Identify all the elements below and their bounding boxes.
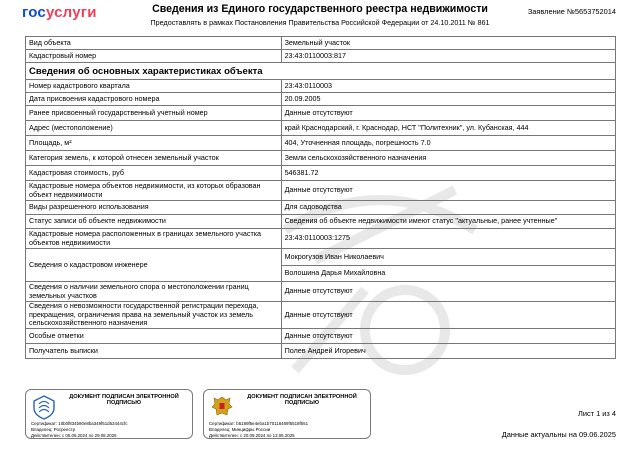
stamp-title: ДОКУМЕНТ ПОДПИСАН ЭЛЕКТРОННОЙ ПОДПИСЬЮ [247, 394, 357, 407]
gosuslugi-logo: госуслуги [22, 4, 97, 21]
coat-of-arms-icon [209, 394, 235, 420]
document-subtitle: Предоставлять в рамках Постановления Правительства Российской Федерации от 24.10.2011 № 861 [150, 18, 490, 27]
stamp-title: ДОКУМЕНТ ПОДПИСАН ЭЛЕКТРОННОЙ ПОДПИСЬЮ [69, 394, 179, 407]
table-row [26, 329, 616, 344]
table-row [26, 201, 616, 215]
stamp-certificate: Сертификат: b5189f5e4eba1b70116469f5519f551 [209, 421, 309, 426]
row-value: Данные отсутствуют [282, 106, 616, 120]
row-label: Сведения о наличии земельного спора о местоположении границ земельных участков [26, 282, 282, 301]
row-label: Площадь, м² [26, 136, 282, 150]
row-value: 23:43:0110003 [282, 80, 616, 92]
engineer-row [26, 249, 616, 282]
row-label: Кадастровый номер [26, 50, 282, 62]
row-value: Данные отсутствуют [282, 181, 616, 200]
table-row [26, 93, 616, 106]
engineer-list [282, 249, 616, 281]
row-label: Кадастровые номера объектов недвижимости, из которых образован объект недвижимости [26, 181, 282, 200]
row-label: Категория земель, к которой отнесен земельный участок [26, 151, 282, 165]
engineer-name: Мокрогузов Иван Николаевич [284, 251, 384, 261]
table-row [26, 80, 616, 93]
row-label: Адрес (местоположение) [26, 121, 282, 135]
page-indicator: Лист 1 из 4 [578, 409, 616, 418]
row-value: Земли сельскохозяйственного назначения [282, 151, 616, 165]
section-title: Сведения об основных характеристиках объекта [26, 63, 616, 79]
row-value: 404, Уточненная площадь, погрешность 7.0 [282, 136, 616, 150]
property-table [25, 36, 616, 359]
document-title: Сведения из Единого государственного реестра недвижимости [152, 3, 488, 15]
table-row [26, 229, 616, 249]
row-value: Данные отсутствуют [282, 329, 616, 343]
table-row [26, 151, 616, 166]
row-label: Сведения о невозможности государственной регистрации перехода, прекращения, ограничения права на земельный участок из земель сельскохозяйственного назначения [26, 302, 282, 328]
row-value: 23:43:0110003:1275 [282, 229, 616, 248]
row-label: Кадастровая стоимость, руб [26, 166, 282, 180]
row-label: Номер кадастрового квартала [26, 80, 282, 92]
stamp-certificate: Сертификат: 10b0f834b90e8ba349f51d53444cfc [31, 421, 128, 426]
table-row [26, 215, 616, 229]
row-label: Получатель выписки [26, 344, 282, 358]
row-value: Данные отсутствуют [282, 282, 616, 301]
statement-number: Заявление №5653752014 [527, 7, 616, 16]
table-row [26, 136, 616, 151]
stamp-validity: Действителен: с 05.06.2024 по 29.08.2025 [31, 433, 117, 438]
row-label: Ранее присвоенный государственный учетный номер [26, 106, 282, 120]
row-label: Сведения о кадастровом инженере [26, 249, 282, 281]
stamp-owner: Владелец: Минцифры России [209, 427, 271, 432]
row-label: Дата присвоения кадастрового номера [26, 93, 282, 105]
actuality-date: Данные актуальны на 09.06.2025 [501, 430, 616, 439]
row-label: Особые отметки [26, 329, 282, 343]
row-label: Виды разрешенного использования [26, 201, 282, 214]
table-row [26, 50, 616, 63]
row-value: 546381.72 [282, 166, 616, 180]
row-value: Данные отсутствуют [282, 302, 616, 328]
row-value: Земельный участок [282, 37, 616, 49]
table-row [26, 181, 616, 201]
row-value: Сведения об объекте недвижимости имеют статус "актуальные, ранее учтенные" [282, 215, 616, 228]
row-value: 23:43:0110003:817 [282, 50, 616, 62]
row-value: 20.09.2005 [282, 93, 616, 105]
stamp-validity: Действителен: с 20.09.2024 по 13.06.2025 [209, 433, 295, 438]
row-label: Кадастровые номера расположенных в границах земельного участка объектов недвижимости [26, 229, 282, 248]
row-value: Полев Андрей Игоревич [282, 344, 616, 358]
table-row [26, 282, 616, 302]
signature-stamp-mintsifry [203, 389, 371, 439]
rosreestr-emblem-icon [31, 394, 57, 420]
table-row [26, 37, 616, 50]
row-label: Статус записи об объекте недвижимости [26, 215, 282, 228]
header [0, 0, 640, 32]
row-value: край Краснодарский, г. Краснодар, НСТ "Политехник", ул. Кубанская, 444 [282, 121, 616, 135]
table-row [26, 121, 616, 136]
table-row [26, 106, 616, 121]
row-label: Вид объекта [26, 37, 282, 49]
stamp-owner: Владелец: Росреестр [31, 427, 76, 432]
engineer-name: Волошина Дарья Михайловна [282, 265, 615, 281]
section-row [26, 63, 616, 80]
signature-stamp-rosreestr [25, 389, 193, 439]
table-row [26, 302, 616, 329]
table-row [26, 344, 616, 359]
table-row [26, 166, 616, 181]
row-value: Для садоводства [282, 201, 616, 214]
